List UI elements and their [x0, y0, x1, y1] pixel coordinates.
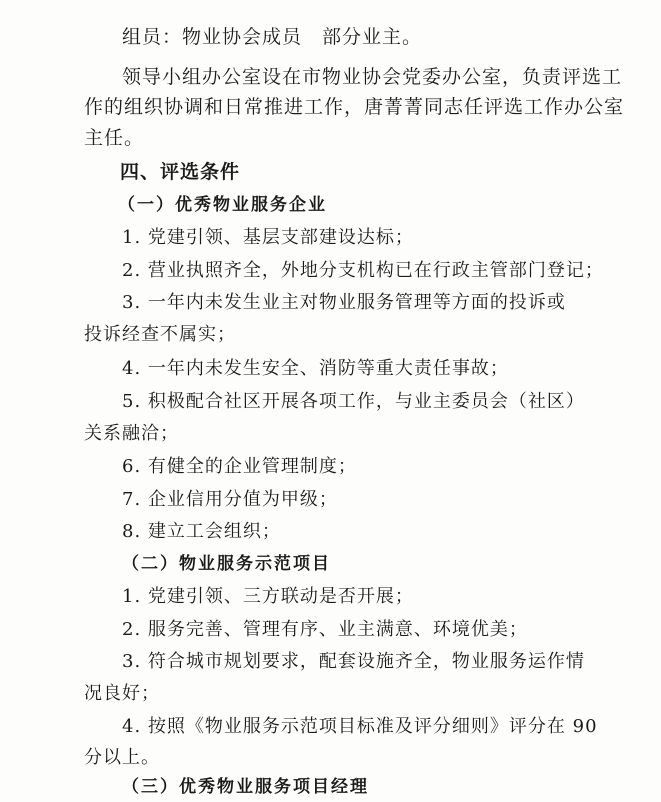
project-item-1: 1. 党建引领、三方联动是否开展；: [122, 586, 414, 607]
subheading-project-manager: （三）优秀物业服务项目经理: [122, 777, 369, 797]
enterprise-item-3: 3. 一年内未发生业主对物业服务管理等方面的投诉或: [122, 292, 566, 313]
enterprise-item-7: 7. 企业信用分值为甲级；: [122, 489, 338, 510]
members-line: 组员：物业协会成员 部分业主。: [122, 26, 423, 48]
subheading-enterprise: （一）优秀物业服务企业: [118, 195, 327, 215]
enterprise-item-4: 4. 一年内未发生安全、消防等重大责任事故；: [122, 358, 509, 379]
office-paragraph-line-3: 主任。: [84, 127, 145, 149]
enterprise-item-2: 2. 营业执照齐全，外地分支机构已在行政主管部门登记；: [122, 260, 604, 281]
enterprise-item-5: 5. 积极配合社区开展各项工作，与业主委员会（社区）: [122, 391, 585, 412]
enterprise-item-6: 6. 有健全的企业管理制度；: [122, 456, 357, 477]
project-item-2: 2. 服务完善、管理有序、业主满意、环境优美；: [122, 619, 528, 640]
project-item-3-cont: 况良好；: [84, 683, 160, 704]
enterprise-item-1: 1. 党建引领、基层支部建设达标；: [122, 227, 414, 248]
enterprise-item-3-cont: 投诉经查不属实；: [84, 324, 236, 345]
project-item-3: 3. 符合城市规划要求，配套设施齐全，物业服务运作情: [122, 651, 585, 672]
project-item-4-cont: 分以上。: [84, 747, 160, 768]
enterprise-item-5-cont: 关系融洽；: [84, 423, 179, 444]
office-paragraph-line-1: 领导小组办公室设在市物业协会党委办公室，负责评选工: [122, 66, 623, 88]
office-paragraph-line-2: 作的组织协调和日常推进工作，唐菁菁同志任评选工作办公室: [84, 96, 625, 118]
project-item-4: 4. 按照《物业服务示范项目标准及评分细则》评分在 90: [122, 716, 598, 737]
enterprise-item-8: 8. 建立工会组织；: [122, 521, 281, 542]
subheading-demo-project: （二）物业服务示范项目: [122, 554, 331, 574]
section-heading-criteria: 四、评选条件: [120, 161, 241, 183]
